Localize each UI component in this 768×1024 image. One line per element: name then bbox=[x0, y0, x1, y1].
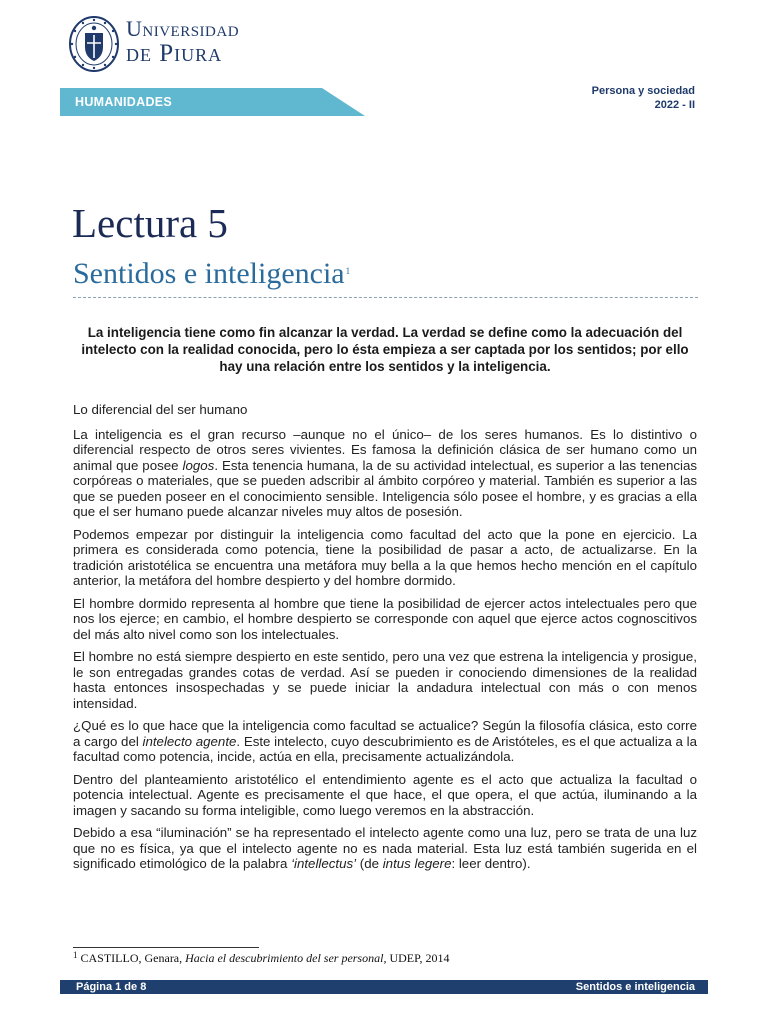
subtitle-text: Sentidos e inteligencia bbox=[73, 257, 345, 290]
body-content bbox=[73, 402, 697, 879]
university-name-line1: Universidad bbox=[126, 16, 240, 41]
paragraph-7: Debido a esa “iluminación” se ha representado el intelecto agente como una luz, pero se trata de una luz que no es física, ya que el intelecto agente no es nada material. Esta luz está también sugerida en el significado etimológico de la palabra ‘intellectus’ (de intus legere: leer dentro). bbox=[73, 825, 697, 871]
paragraph-6: Dentro del planteamiento aristotélico el entendimiento agente es el acto que actualiza la facultad o potencia intelectual. Agente es precisamente el que hace, el que opera, el que actúa, iluminando a la imagen y sacando su forma inteligible, como luego veremos en la abstracción. bbox=[73, 771, 697, 818]
section-heading: Lo diferencial del ser humano bbox=[73, 402, 248, 417]
paragraph-2: Podemos empezar por distinguir la inteligencia como facultad del acto que la pone en ejercicio. La primera es considerada como potencia, tiene la posibilidad de pasar a acto, de actualizarse. En la tradición aristotélica se encuentra una metáfora muy bella a la que hemos hecho mención en el capítulo anterior, la metáfora del hombre despierto y del hombre dormido. bbox=[73, 526, 697, 588]
page-number: Página 1 de 8 bbox=[76, 981, 147, 993]
page-title: Lectura 5 bbox=[72, 200, 228, 246]
university-seal-logo bbox=[68, 15, 120, 73]
paragraph-3: El hombre dormido representa al hombre que tiene la posibilidad de ejercer actos intelectuales pero que nos los ejerce; en cambio, el hombre despierto se corresponde con aquel que ejerce actos cognoscitivos del más alto nivel como son los intelectuales. bbox=[73, 595, 697, 642]
section-label: HUMANIDADES bbox=[75, 95, 173, 109]
paragraph-1: La inteligencia es el gran recurso –aunque no el único– de los seres humanos. Es lo distintivo o diferencial respecto de otros seres vivientes. Es famosa la definición clásica de ser humano como un animal que posee logos. Esta tenencia humana, la de su actividad intelectual, es superior a las tenencias corpóreas o materiales, que se pueden adscribir al ámbito corpóreo y material. También es superior a las que se pueden poseer en el conocimiento sensible. Inteligencia sólo posee el hombre, y es gracias a ella que el ser humano puede alcanzar niveles muy altos de posesión. bbox=[73, 426, 697, 519]
footnote-separator bbox=[73, 947, 259, 948]
course-name: Persona y sociedad bbox=[591, 85, 695, 97]
abstract-text: La inteligencia tiene como fin alcanzar la verdad. La verdad se define como la adecuación del intelecto con la realidad conocida, pero lo ésta empieza a ser captada por los sentidos; por ello hay una relación entre los sentidos y la inteligencia. bbox=[81, 325, 689, 374]
paragraph-5: ¿Qué es lo que hace que la inteligencia como facultad se actualice? Según la filosofía clásica, esto corre a cargo del intelecto agente. Este intelecto, cuyo descubrimiento es de Aristóteles, es el que actualiza a la facultad como potencia, incide, actúa en ella, precisamente actualizándola. bbox=[73, 718, 698, 764]
course-info bbox=[592, 84, 695, 112]
running-title: Sentidos e inteligencia bbox=[575, 981, 695, 993]
paragraph-4: El hombre no está siempre despierto en este sentido, pero una vez que estrena la inteligencia y prosigue, le son entregadas grandes cotas de verdad. Así se pueden ir conociendo dimensiones de la realidad hasta entonces insospechadas y se puede iniciar la andadura intelectual con más o con menos intensidad. bbox=[73, 649, 697, 711]
university-name-line2: de Piura bbox=[126, 40, 223, 67]
footnote: $^1$ CASTILLO, Genara, Hacia el descubrimiento del ser personal, UDEP, 2014 bbox=[73, 950, 450, 965]
course-term: 2022 - II bbox=[654, 99, 695, 111]
university-wordmark bbox=[126, 18, 239, 66]
footnote-number: 1 bbox=[73, 950, 78, 960]
footnote-reference[interactable]: 1 bbox=[345, 266, 351, 276]
page-subtitle bbox=[73, 259, 350, 289]
title-divider bbox=[73, 297, 698, 298]
